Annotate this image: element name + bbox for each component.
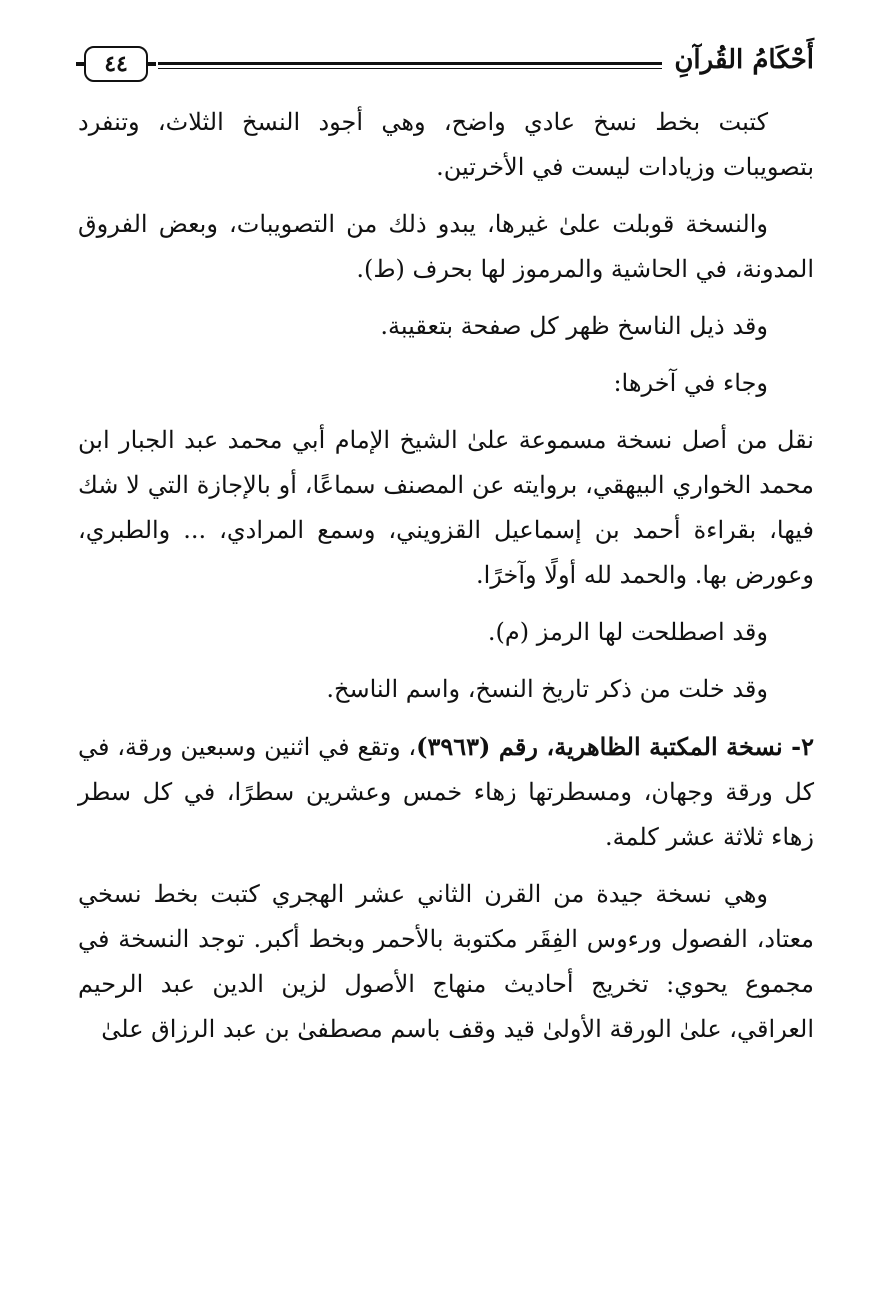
paragraph-zahiriyya-description: وهي نسخة جيدة من القرن الثاني عشر الهجري كتبت بخط نسخي معتاد، الفصول ورءوس الفِقَر مكتوبة بالأحمر وبخط أكبر. توجد النسخة في مجموع يحوي: تخريج أحاديث منهاج الأصول لزين الدين عبد الرحيم العراقي، علىٰ الورقة الأولىٰ قيد وقف باسم مصطفىٰ بن عبد الرزاق علىٰ bbox=[78, 880, 814, 1043]
book-title: أَحْكَامُ القُرآنِ bbox=[668, 42, 814, 78]
paragraph-colophon: نقل من أصل نسخة مسموعة علىٰ الشيخ الإمام أبي محمد عبد الجبار ابن محمد الخواري البيهقي، بروايته عن المصنف سماعًا، أو بالإجازة التي لا شك فيها، بقراءة أحمد بن إسماعيل القزويني، وسمع المرادي، ... والطبري، وعورض بها. والحمد لله أولًا وآخرًا. bbox=[78, 426, 814, 589]
paragraph-manuscript-description: كتبت بخط نسخ عادي واضح، وهي أجود النسخ الثلاث، وتنفرد بتصويبات وزيادات ليست في الأخرتين. bbox=[78, 108, 814, 181]
header-rule bbox=[158, 62, 662, 65]
manuscript-heading: ٢- نسخة المكتبة الظاهرية، رقم (٣٩٦٣) bbox=[416, 732, 814, 761]
page-number: ٤٤ bbox=[104, 51, 128, 77]
header-rule-thin bbox=[158, 68, 662, 69]
page-body bbox=[78, 100, 814, 1064]
paragraph-catchwords: وقد ذيل الناسخ ظهر كل صفحة بتعقيبة. bbox=[380, 312, 768, 340]
paragraph-collation: والنسخة قوبلت علىٰ غيرها، يبدو ذلك من التصويبات، وبعض الفروق المدونة، في الحاشية والمرموز لها بحرف (ط). bbox=[78, 210, 814, 283]
paragraph-colophon-intro: وجاء في آخرها: bbox=[613, 369, 768, 397]
running-header bbox=[78, 40, 814, 90]
paragraph-siglum: وقد اصطلحت لها الرمز (م). bbox=[487, 618, 768, 646]
page-number-frame bbox=[84, 46, 148, 82]
manuscript-heading-continuation: ، وتقع في اثنين وسبعين ورقة، في كل ورقة وجهان، ومسطرتها زهاء خمس وعشرين سطرًا، في كل سطر زهاء ثلاثة عشر كلمة. bbox=[78, 733, 815, 851]
paragraph-no-date: وقد خلت من ذكر تاريخ النسخ، واسم الناسخ. bbox=[326, 675, 768, 703]
paragraph-zahiriyya-manuscript bbox=[78, 724, 814, 860]
